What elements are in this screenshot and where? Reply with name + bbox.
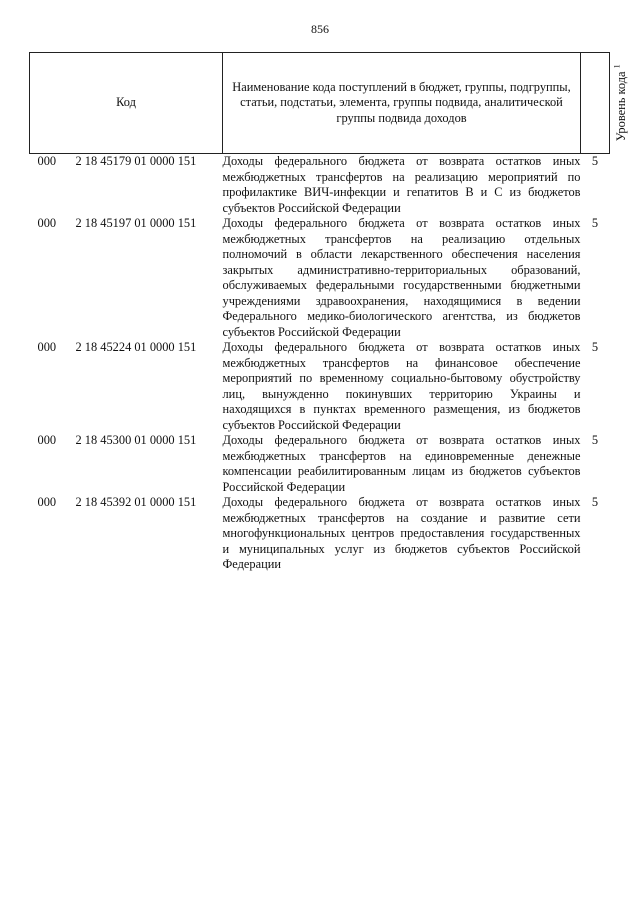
row-name: Доходы федерального бюджета от возврата остатков иных межбюджетных трансфертов на единовременные денежные компенсации реабилитированным лицам из бюджетов субъектов Российской Федерации [222, 433, 581, 494]
row-name: Доходы федерального бюджета от возврата остатков иных межбюджетных трансфертов на финансовое обеспечение мероприятий по временному социально-бытовому обустройству лиц, вынужденно покинувших территорию Украины и находящихся в пунктах временного размещения, из бюджетов субъектов Российской Федерации [222, 340, 581, 432]
row-level: 5 [591, 495, 599, 509]
row-code-cell [30, 216, 223, 340]
header-name: Наименование кода поступлений в бюджет, группы, подгруппы, статьи, подстатьи, элемента, группы подвида, аналитической группы подвида доходов [223, 53, 581, 154]
admin-code: 000 [37, 340, 57, 354]
admin-code: 000 [37, 433, 57, 447]
header-level [581, 53, 628, 154]
row-name: Доходы федерального бюджета от возврата остатков иных межбюджетных трансфертов на создание и развитие сети многофункциональных центров предоставления государственных и муниципальных услуг из бюджетов субъектов Российской Федерации [222, 495, 581, 571]
table-header-row [30, 53, 610, 154]
page-number: 856 [311, 22, 329, 36]
row-level: 5 [591, 433, 599, 447]
header-level-text: Уровень кода [613, 71, 628, 142]
row-name: Доходы федерального бюджета от возврата остатков иных межбюджетных трансфертов на реализацию отдельных полномочий в области лекарственного обеспечения населения закрытых административно-территориальных образований, обслуживаемых федеральными государственными бюджетными учреждениями здравоохранения, находящимися в ведении Федерального медико-биологического агентства, из бюджетов субъектов Российской Федерации [222, 216, 581, 339]
income-code: 2 18 45300 01 0000 151 [75, 433, 197, 447]
income-code: 2 18 45392 01 0000 151 [75, 495, 197, 509]
budget-codes-table [29, 52, 628, 573]
income-code: 2 18 45224 01 0000 151 [75, 340, 197, 354]
admin-code: 000 [37, 216, 57, 230]
header-level-label [610, 65, 630, 142]
row-level: 5 [591, 216, 599, 230]
row-code-cell [30, 340, 223, 433]
table-row [30, 154, 610, 217]
admin-code: 000 [37, 154, 57, 168]
table-row [30, 216, 610, 340]
header-level-footnote: 1 [612, 64, 622, 69]
row-code-cell [30, 495, 223, 573]
row-name: Доходы федерального бюджета от возврата остатков иных межбюджетных трансфертов на реализацию мероприятий по профилактике ВИЧ-инфекции и гепатитов B и C из бюджетов субъектов Российской Федерации [222, 154, 581, 215]
header-code: Код [30, 53, 223, 154]
row-level: 5 [591, 154, 599, 168]
admin-code: 000 [37, 495, 57, 509]
income-code: 2 18 45179 01 0000 151 [75, 154, 197, 168]
table-row [30, 340, 610, 433]
row-code-cell [30, 433, 223, 495]
row-level: 5 [591, 340, 599, 354]
table-row [30, 495, 610, 573]
row-code-cell [30, 154, 223, 217]
income-code: 2 18 45197 01 0000 151 [75, 216, 197, 230]
table-row [30, 433, 610, 495]
